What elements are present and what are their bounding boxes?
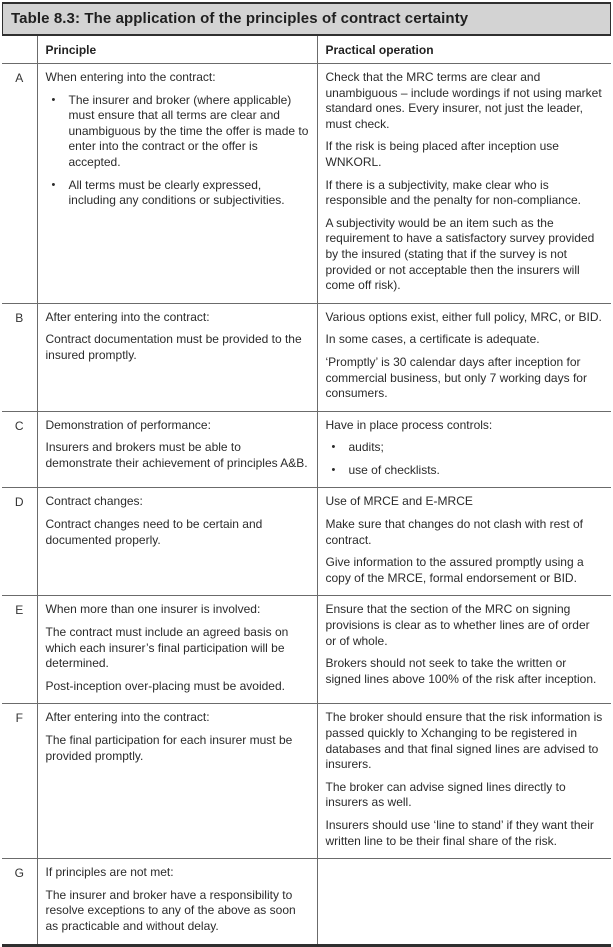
bullet-icon: • [51, 178, 56, 191]
paragraph: Have in place process controls: [325, 417, 493, 432]
bullet-icon: • [331, 463, 336, 476]
principle-cell [37, 859, 317, 945]
bullet-icon: • [331, 441, 336, 454]
principle-cell [37, 303, 317, 411]
paragraph: Demonstration of performance: [45, 417, 211, 432]
bullet-text: The insurer and broker (where applicable) must ensure that all terms are clear and unambiguous by the time the offer is made to enter into the contract or the offer is accepted. [68, 92, 309, 169]
paragraph: Give information to the assured promptly using a copy of the MRCE, formal endorsement or BID. [325, 555, 584, 585]
paragraph: Contract changes need to be certain and documented properly. [45, 517, 263, 547]
practical-cell [317, 704, 611, 859]
row-letter: B [2, 303, 37, 411]
paragraph: Brokers should not seek to take the written or signed lines above 100% of the risk after inception. [325, 656, 597, 686]
paragraph: The broker can advise signed lines directly to insurers as well. [325, 779, 566, 810]
paragraph: Insurers should use ‘line to stand’ if they want their written line to be their final share of the risk. [325, 817, 594, 848]
row-letter: E [2, 596, 37, 704]
paragraph: Check that the MRC terms are clear and unambiguous – include wordings if not using market standard ones. Every insurer, not just the leader, must check. [325, 70, 602, 131]
bullet-item [52, 178, 309, 209]
paragraph: Use of MRCE and E-MRCE [325, 494, 473, 509]
paragraph: After entering into the contract: [45, 309, 210, 324]
practical-cell [317, 488, 611, 596]
paragraph: When more than one insurer is involved: [45, 602, 261, 617]
contract-certainty-table [2, 36, 611, 947]
practical-cell [317, 596, 611, 704]
row-letter: F [2, 704, 37, 859]
corner-cell [2, 36, 37, 64]
paragraph: If the risk is being placed after inception use WNKORL. [325, 139, 559, 169]
paragraph: The final participation for each insurer must be provided promptly. [45, 733, 293, 763]
table-row [2, 303, 611, 411]
row-letter: A [2, 64, 37, 304]
table-row [2, 64, 611, 304]
paragraph: Contract documentation must be provided to the insured promptly. [45, 332, 302, 362]
table-row [2, 859, 611, 945]
table-row [2, 596, 611, 704]
paragraph: ‘Promptly’ is 30 calendar days after inception for commercial business, but only 7 working days for consumers. [325, 354, 587, 401]
principle-cell [37, 488, 317, 596]
row-letter: C [2, 411, 37, 488]
col-header-practical: Practical operation [317, 36, 611, 64]
paragraph: In some cases, a certificate is adequate. [325, 332, 540, 347]
paragraph: The contract must include an agreed basis on which each insurer’s final participation will be determined. [45, 625, 289, 671]
table-row [2, 488, 611, 596]
principle-cell [37, 596, 317, 704]
paragraph: Post-inception over-placing must be avoided. [45, 678, 285, 693]
table-header [2, 36, 611, 64]
bullet-text: audits; [348, 440, 384, 455]
bullet-text: use of checklists. [348, 462, 440, 477]
paragraph: If there is a subjectivity, make clear who is responsible and the penalty for non-compliance. [325, 177, 581, 208]
bullet-text: All terms must be clearly expressed, including any conditions or subjectivities. [68, 177, 285, 208]
principle-cell [37, 64, 317, 304]
paragraph: Contract changes: [45, 494, 143, 509]
paragraph: When entering into the contract: [45, 70, 216, 84]
col-header-principle: Principle [37, 36, 317, 64]
principle-cell [37, 411, 317, 488]
header-row [2, 36, 611, 64]
paragraph: If principles are not met: [45, 865, 174, 880]
paragraph: The broker should ensure that the risk information is passed quickly to Xchanging to be registered in databases and that final signed lines are advised to insurers. [325, 710, 603, 772]
table-title: Table 8.3: The application of the principles of contract certainty [2, 2, 611, 36]
practical-cell [317, 859, 611, 945]
table-row [2, 704, 611, 859]
bullet-item [332, 440, 604, 456]
paragraph: A subjectivity would be an item such as the requirement to have a satisfactory survey provided by the insured (stating that if the survey is not provided or not acceptable then the insurers will come off risk). [325, 215, 595, 293]
paragraph: Make sure that changes do not clash with rest of contract. [325, 517, 583, 547]
paragraph: Ensure that the section of the MRC on signing provisions is clear as to whether lines are of order or of whole. [325, 602, 590, 648]
paragraph: After entering into the contract: [45, 710, 210, 725]
practical-cell [317, 64, 611, 304]
principle-cell [37, 704, 317, 859]
paragraph: The insurer and broker have a responsibility to resolve exceptions to any of the above as soon as practicable and without delay. [45, 887, 296, 933]
bullet-icon: • [51, 93, 56, 106]
table-body [2, 64, 611, 946]
practical-cell [317, 303, 611, 411]
paragraph: Insurers and brokers must be able to demonstrate their achievement of principles A&B. [45, 440, 308, 470]
practical-cell [317, 411, 611, 488]
paragraph: Various options exist, either full policy, MRC, or BID. [325, 309, 602, 324]
row-letter: D [2, 488, 37, 596]
bullet-item [52, 93, 309, 171]
table-row [2, 411, 611, 488]
row-letter: G [2, 859, 37, 945]
bullet-item [332, 463, 604, 479]
